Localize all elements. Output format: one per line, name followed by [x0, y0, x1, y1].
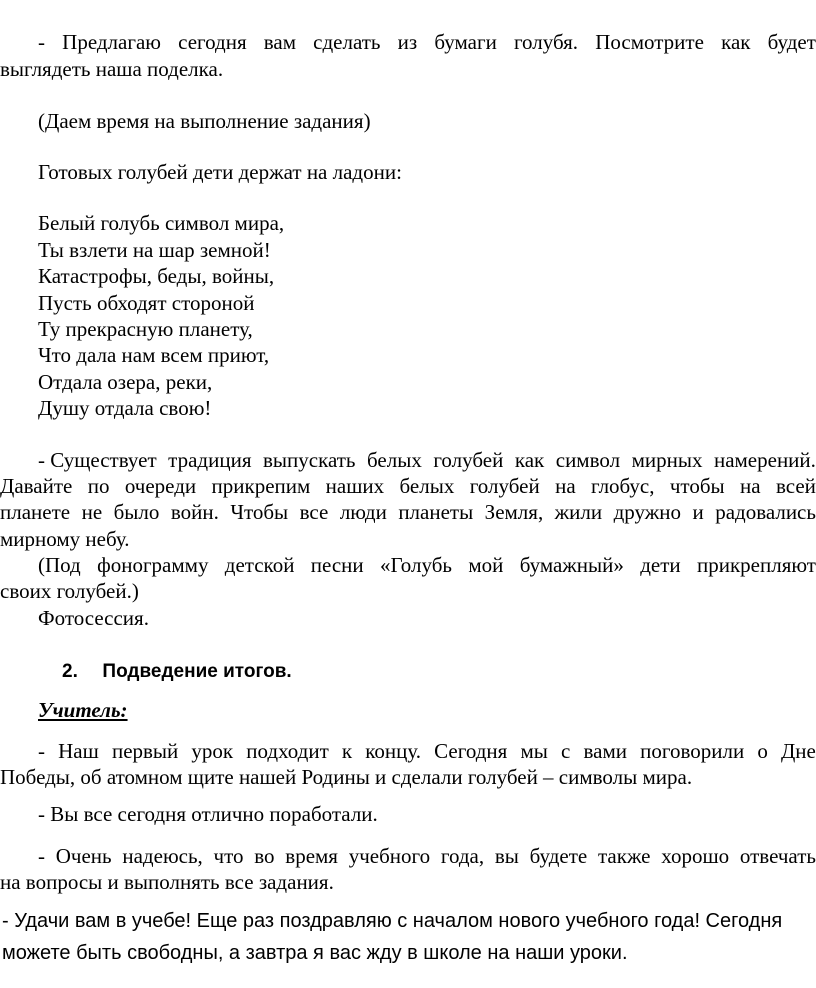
word: Дне: [780, 739, 816, 763]
word: о: [757, 739, 768, 763]
word: надеюсь,: [122, 844, 203, 868]
word: -: [38, 30, 45, 54]
section-heading: [62, 659, 762, 685]
paragraph-line: (Даем время на выполнение задания): [38, 109, 371, 133]
word: прикрепим: [211, 474, 311, 498]
paragraph-line: Победы, об атомном щите нашей Родины и сделали голубей – символы мира.: [0, 765, 693, 789]
word: белых: [367, 448, 422, 472]
paragraph-line: мирному небу.: [0, 527, 130, 551]
word: по: [87, 474, 110, 498]
paragraph-line: - Вы все сегодня отлично поработали.: [38, 802, 378, 826]
word: детской: [224, 553, 295, 577]
paragraph-line: на вопросы и выполнять все задания.: [0, 870, 334, 894]
word: время: [285, 844, 338, 868]
paragraph-line: своих голубей.): [0, 579, 139, 603]
word: как: [514, 448, 545, 472]
heading-number: 2.: [62, 661, 78, 682]
word: -: [38, 844, 45, 868]
word: вами: [583, 739, 627, 763]
word: мирных: [631, 448, 703, 472]
teacher-label: Учитель:: [38, 698, 128, 722]
word: Наш: [58, 739, 99, 763]
word: традиция: [168, 448, 252, 472]
word: концу.: [365, 739, 422, 763]
paragraph-line: [38, 447, 816, 473]
paragraph-line: [38, 738, 816, 764]
word: было: [113, 500, 160, 524]
word: также: [597, 844, 651, 868]
word: все: [299, 500, 329, 524]
word: голубей: [433, 448, 504, 472]
word: Очень: [55, 844, 112, 868]
word: всей: [775, 474, 816, 498]
word: Предлагаю: [62, 30, 161, 54]
word: и: [692, 500, 704, 524]
word: бумажный»: [519, 553, 624, 577]
word: сегодня: [178, 30, 247, 54]
word: «Голубь: [380, 553, 452, 577]
word: чтобы: [669, 474, 725, 498]
poem-line: Катастрофы, беды, войны,: [38, 264, 275, 288]
word: будете: [529, 844, 588, 868]
paragraph-line: [0, 499, 816, 525]
paragraph-line: выглядеть наша поделка.: [0, 57, 224, 81]
word: голубей: [469, 474, 540, 498]
word: из: [397, 30, 418, 54]
word: Чтобы: [230, 500, 289, 524]
word: фонограмму: [97, 553, 209, 577]
word: Сегодня: [434, 739, 508, 763]
paragraph-line: [38, 29, 816, 55]
word: выпускать: [263, 448, 356, 472]
word: -: [38, 739, 45, 763]
poem-line: Белый голубь символ мира,: [38, 211, 285, 235]
word: планете: [0, 500, 71, 524]
word: радовались: [715, 500, 816, 524]
poem-line: Что дала нам всем приют,: [38, 343, 270, 367]
word: намерений.: [713, 448, 816, 472]
word: жили: [554, 500, 603, 524]
heading-text: Подведение итогов.: [102, 661, 292, 682]
paragraph-line: Готовых голубей дети держат на ладони:: [38, 160, 402, 184]
word: отвечать: [739, 844, 816, 868]
word: песни: [310, 553, 364, 577]
paragraph-line: можете быть свободны, а завтра я вас жду в школе на наши уроки.: [2, 942, 628, 964]
word: символ: [555, 448, 621, 472]
word: урок: [191, 739, 234, 763]
word: глобус,: [591, 474, 655, 498]
word: не: [81, 500, 103, 524]
poem-line: Пусть обходят стороной: [38, 291, 255, 315]
word: хорошо: [661, 844, 730, 868]
paragraph-line: [0, 473, 816, 499]
paragraph-line: - Удачи вам в учебе! Еще раз поздравляю с началом нового учебного года! Сегодня: [2, 910, 783, 932]
poem-line: Отдала озера, реки,: [38, 370, 213, 394]
word: голубя.: [513, 30, 579, 54]
word: бумаги: [434, 30, 497, 54]
word: - Существует: [38, 448, 157, 472]
teacher-label-line: [38, 697, 338, 723]
word: дружно: [613, 500, 681, 524]
word: первый: [111, 739, 179, 763]
word: что: [213, 844, 244, 868]
word: во: [254, 844, 275, 868]
word: очереди: [124, 474, 197, 498]
poem-line: Ту прекрасную планету,: [38, 317, 253, 341]
word: вам: [263, 30, 297, 54]
word: войн.: [170, 500, 219, 524]
word: поговорили: [640, 739, 745, 763]
word: подходит: [246, 739, 329, 763]
word: мы: [520, 739, 548, 763]
word: на: [740, 474, 761, 498]
word: люди: [339, 500, 387, 524]
word: Посмотрите: [595, 30, 704, 54]
word: Земля,: [484, 500, 544, 524]
word: Давайте: [0, 474, 73, 498]
word: вы: [494, 844, 519, 868]
word: с: [561, 739, 571, 763]
word: прикрепляют: [697, 553, 816, 577]
word: на: [555, 474, 576, 498]
word: дети: [640, 553, 681, 577]
poem-line: Ты взлети на шар земной!: [38, 238, 271, 262]
word: (Под: [38, 553, 81, 577]
paragraph-line: Фотосессия.: [38, 606, 149, 630]
paragraph-line: [38, 843, 816, 869]
word: планеты: [398, 500, 474, 524]
paragraph-line: [38, 552, 816, 578]
word: мой: [468, 553, 504, 577]
word: сделать: [313, 30, 381, 54]
word: будет: [767, 30, 816, 54]
word: как: [721, 30, 751, 54]
poem-line: Душу отдала свою!: [38, 396, 212, 420]
word: учебного: [348, 844, 431, 868]
word: белых: [399, 474, 455, 498]
word: наших: [325, 474, 385, 498]
word: к: [341, 739, 353, 763]
word: года,: [440, 844, 485, 868]
